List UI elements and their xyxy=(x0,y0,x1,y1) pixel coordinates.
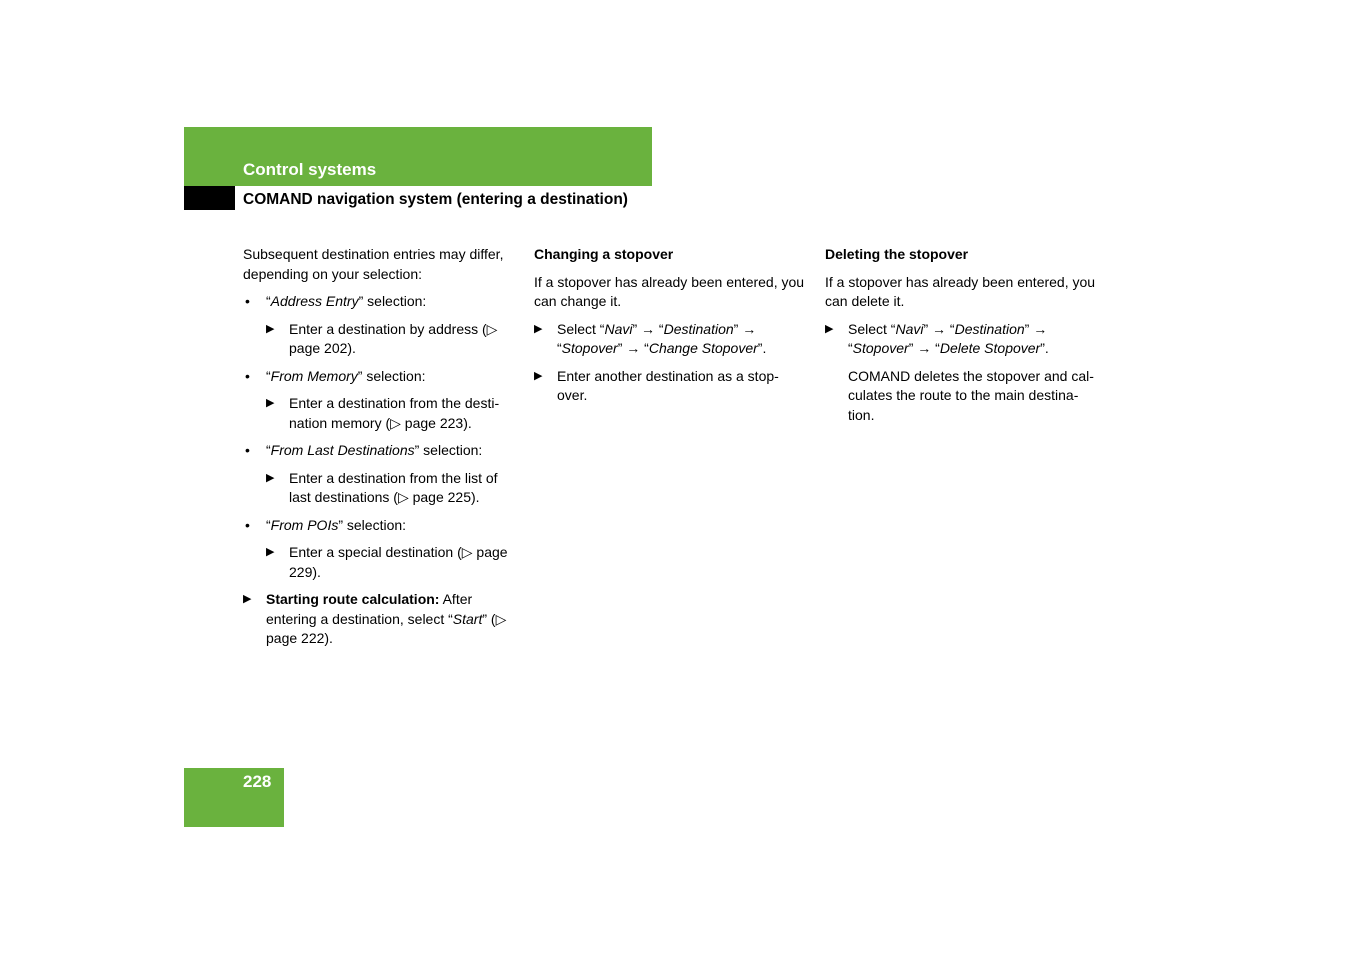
menu-option: From POIs xyxy=(270,516,339,533)
item-text: ” selection: xyxy=(357,367,426,384)
step-text: ” (▷ page 222). xyxy=(266,610,507,646)
column-middle xyxy=(534,245,812,414)
arrow-icon: ▶ xyxy=(266,322,275,335)
menu-option: Stopover xyxy=(852,340,909,356)
arrow-icon: ▶ xyxy=(266,546,275,558)
item-text: ” selection: xyxy=(358,293,427,309)
result-text: COMAND deletes the stopover and cal- culates the route to the main destina- tion. xyxy=(848,367,1094,423)
step-item xyxy=(243,320,521,359)
list-item xyxy=(243,367,521,387)
arrow-icon: ▶ xyxy=(266,397,275,409)
section-heading: Changing a stopover xyxy=(534,246,674,262)
menu-option: Stopover xyxy=(561,340,618,356)
column-left xyxy=(243,245,521,657)
arrow-icon: ▶ xyxy=(534,369,543,382)
list-item xyxy=(243,516,521,536)
section-title: Control systems xyxy=(243,160,377,179)
step-text: Enter a destination by address (▷ page 202). xyxy=(289,320,498,356)
paragraph: If a stopover has already been entered, you can delete it. xyxy=(825,273,1096,309)
step-item: ▶ Select “Navi” → “Destination” → “Stopover” → “Change Stopover”. xyxy=(534,320,767,356)
menu-option: Delete Stopover xyxy=(939,340,1041,356)
bullet-icon: • xyxy=(245,293,250,309)
item-text: ” selection: xyxy=(414,442,483,458)
menu-option: From Memory xyxy=(270,367,358,384)
step-text: Enter a destination from the list of last destinations (▷ page 225). xyxy=(289,469,498,505)
menu-option: Navi xyxy=(604,320,633,337)
arrow-icon: ▶ xyxy=(534,322,543,335)
menu-option: Navi xyxy=(895,320,924,337)
step-text: Enter a special destination (▷ page 229). xyxy=(289,544,508,580)
intro-paragraph: Subsequent destination entries may differ, depending on your selection: xyxy=(243,246,504,282)
page-number: 228 xyxy=(243,772,272,791)
menu-option: Change Stopover xyxy=(648,340,758,356)
bullet-icon: • xyxy=(245,516,250,533)
step-text: Enter another destination as a stop- over. xyxy=(557,367,779,403)
step-item xyxy=(243,590,521,649)
menu-option: From Last Destinations xyxy=(270,442,415,458)
menu-option: Start xyxy=(452,610,483,627)
arrow-icon: ▶ xyxy=(243,593,252,605)
bullet-icon: • xyxy=(245,367,250,384)
menu-option: Address Entry xyxy=(270,293,359,309)
subsection-title: COMAND navigation system (entering a destination) xyxy=(243,191,628,208)
quote-open: “ xyxy=(266,293,271,309)
item-text: ” selection: xyxy=(338,516,407,533)
quote-open: “ xyxy=(266,516,271,533)
column-right xyxy=(825,245,1103,433)
step-item xyxy=(243,394,521,433)
step-text: Enter a destination from the desti- nation memory (▷ page 223). xyxy=(289,395,500,431)
list-item xyxy=(243,441,521,461)
step-item xyxy=(534,367,812,406)
list-item xyxy=(243,292,521,312)
step-item xyxy=(243,469,521,508)
step-label: Starting route calculation: xyxy=(266,591,440,607)
section-heading: Deleting the stopover xyxy=(825,246,969,262)
step-item: ▶ Select “Navi” → “Destination” → “Stopover” → “Delete Stopover”. xyxy=(825,320,1049,356)
quote-open: “ xyxy=(266,367,271,384)
arrow-icon: ▶ xyxy=(825,322,834,335)
menu-option: Destination xyxy=(954,320,1025,337)
bullet-icon: • xyxy=(245,442,250,458)
arrow-icon: ▶ xyxy=(266,471,275,484)
step-item xyxy=(243,543,521,582)
section-tab-marker xyxy=(184,186,235,210)
quote-open: “ xyxy=(266,442,271,458)
step-text: After entering a destination, select “ xyxy=(266,591,473,627)
paragraph: If a stopover has already been entered, you can change it. xyxy=(534,273,805,309)
menu-option: Destination xyxy=(663,320,734,337)
